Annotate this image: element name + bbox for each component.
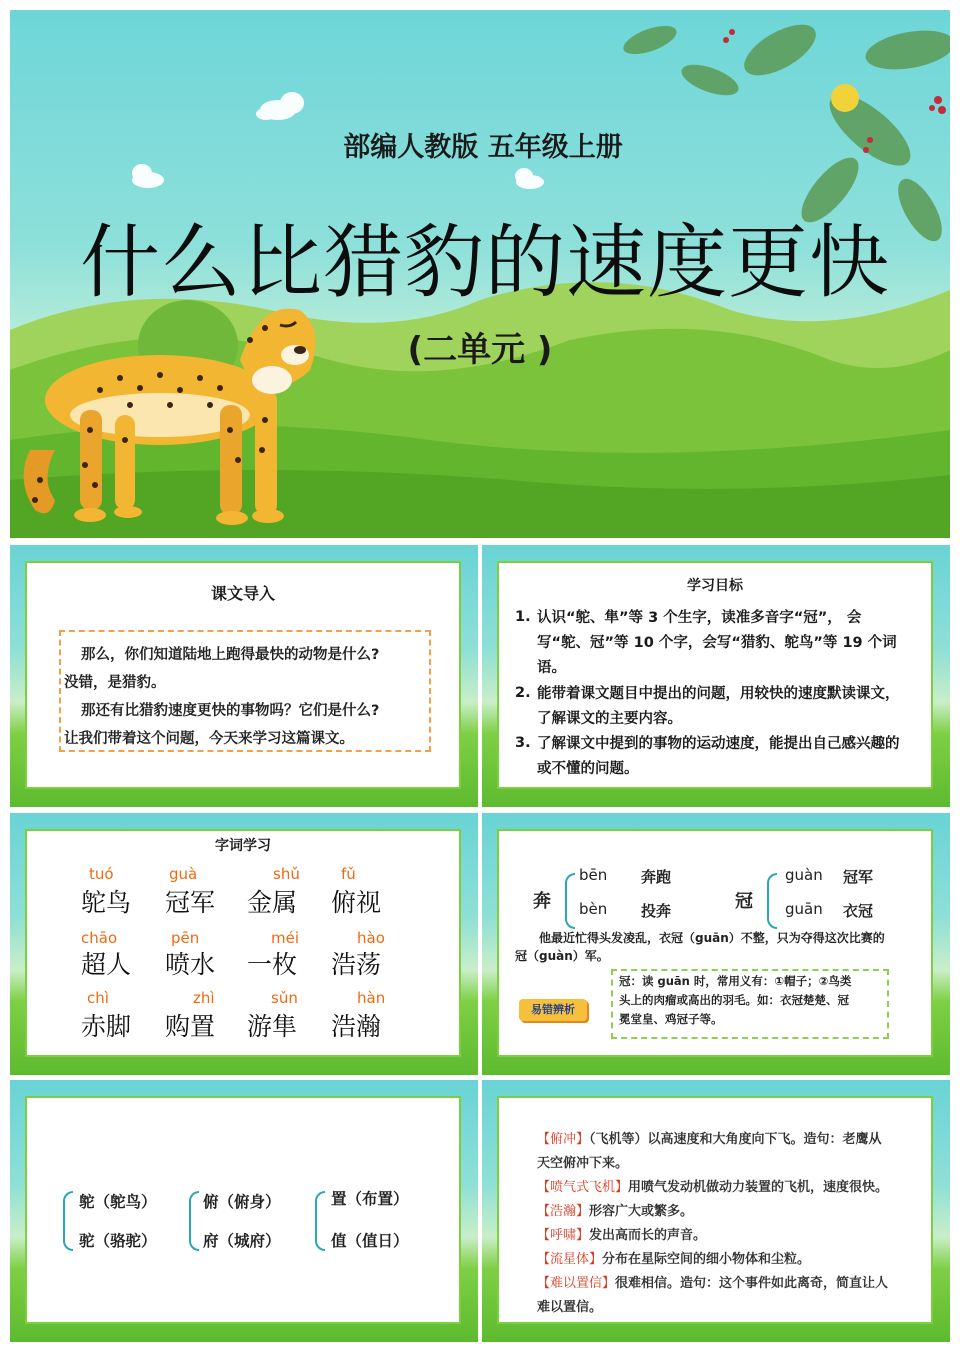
brace-icon — [63, 1191, 73, 1251]
glossary-line-2: 天空俯冲下来。 — [537, 1156, 629, 1171]
word: 鸵鸟 — [81, 888, 132, 917]
compare-word: 府（城府） — [203, 1232, 281, 1250]
example-sentence-2: 冠（guàn）军。 — [515, 949, 609, 963]
word: 购置 — [165, 1012, 216, 1041]
goal-number-1: 1. — [515, 609, 531, 625]
goal-text-1: 认识“鸵、隼”等 3 个生字，读准多音字“冠”， 会写“鸵、冠”等 10 个字，会写“猎豹、鸵鸟”等 19 个词语。 — [537, 610, 897, 676]
cover-subtitle: 部编人教版 五年级上册 — [343, 132, 623, 163]
intro-slide — [10, 545, 478, 807]
brace-icon — [565, 873, 575, 929]
goals-title: 学习目标 — [687, 578, 743, 594]
intro-line-1: 那么，你们知道陆地上跑得最快的动物是什么? — [81, 647, 380, 663]
words-slide — [10, 813, 478, 1075]
pinyin: fǔ — [341, 865, 356, 883]
mistake-badge-label: 易错辨析 — [531, 1003, 575, 1016]
glossary-slide — [482, 1080, 950, 1342]
glossary-line-7: 【难以置信】很难相信。造句：这个事件如此离奇，简直让人 — [537, 1276, 889, 1291]
pinyin: bèn — [579, 900, 608, 918]
words-panel — [25, 829, 461, 1057]
goal-number-3: 3. — [515, 735, 531, 751]
note-line-3: 冕堂皇、鸡冠子等。 — [619, 1012, 723, 1026]
compare-panel — [25, 1096, 461, 1324]
note-line-1: 冠：读 guān 时，常用义有：①帽子；②鸟类 — [619, 974, 852, 988]
pinyin: sǔn — [271, 989, 298, 1007]
glossary-panel — [497, 1096, 933, 1324]
mistake-badge — [519, 999, 587, 1021]
pinyin: zhì — [193, 989, 215, 1007]
goals-slide — [482, 545, 950, 807]
word: 一枚 — [247, 950, 298, 979]
polyphone-char-1: 奔 — [533, 891, 551, 912]
compare-slide — [10, 1080, 478, 1342]
word: 赤脚 — [81, 1012, 132, 1041]
polyphone-slide — [482, 813, 950, 1075]
note-line-2: 头上的肉瘤或高出的羽毛。如：衣冠楚楚、冠 — [619, 993, 849, 1007]
compare-word: 值（值日） — [331, 1232, 409, 1250]
word: 金属 — [247, 888, 298, 917]
pinyin: bēn — [579, 866, 608, 884]
pinyin: chì — [87, 989, 109, 1007]
word: 投奔 — [641, 902, 672, 920]
pinyin: guà — [169, 865, 198, 883]
glossary-line-3: 【喷气式飞机】用喷气发动机做动力装置的飞机，速度很快。 — [537, 1180, 889, 1195]
word: 浩荡 — [331, 950, 382, 979]
word: 浩瀚 — [331, 1012, 382, 1041]
compare-word: 俯（俯身） — [203, 1193, 281, 1211]
brace-icon — [189, 1191, 199, 1251]
glossary-line-4: 【浩瀚】形容广大或繁多。 — [537, 1204, 694, 1219]
pinyin: tuó — [89, 865, 114, 883]
pinyin: guān — [785, 900, 823, 918]
intro-title: 课文导入 — [210, 584, 275, 603]
polyphone-char-2: 冠 — [735, 891, 753, 912]
goal-number-2: 2. — [515, 685, 531, 701]
pinyin: hào — [357, 929, 385, 947]
intro-panel — [25, 561, 461, 789]
glossary-line-8: 难以置信。 — [537, 1300, 603, 1315]
pinyin: guàn — [785, 866, 823, 884]
word: 俯视 — [331, 888, 382, 917]
word: 喷水 — [165, 950, 216, 979]
intro-line-4: 让我们带着这个问题，今天来学习这篇课文。 — [64, 731, 354, 747]
intro-line-3: 那还有比猎豹速度更快的事物吗？它们是什么? — [81, 703, 380, 719]
cover-title: 什么比猎豹的速度更快 — [80, 216, 890, 309]
compare-word: 鸵（鸵鸟） — [79, 1193, 157, 1211]
example-sentence-1: 他最近忙得头发凌乱，衣冠（guān）不整，只为夺得这次比赛的 — [539, 931, 885, 945]
brace-icon — [315, 1191, 325, 1251]
pinyin: hàn — [357, 989, 386, 1007]
word: 游隼 — [247, 1012, 298, 1041]
pinyin: shǔ — [273, 865, 300, 883]
cover-slide — [10, 10, 950, 538]
glossary-line-1: 【俯冲】（飞机等）以高速度和大角度向下飞。造句：老鹰从 — [537, 1132, 882, 1147]
glossary-line-5: 【呼啸】发出高而长的声音。 — [537, 1228, 707, 1243]
cover-unit: (二单元 ) — [407, 330, 553, 370]
word: 奔跑 — [641, 868, 672, 886]
pinyin: pēn — [171, 929, 200, 947]
goal-text-3: 了解课文中提到的事物的运动速度，能提出自己感兴趣的或不懂的问题。 — [537, 736, 900, 777]
word: 超人 — [81, 950, 132, 979]
goals-panel — [497, 561, 933, 789]
pinyin: chāo — [81, 929, 118, 947]
polyphone-panel — [497, 829, 933, 1057]
words-title: 字词学习 — [215, 838, 271, 854]
word: 冠军 — [843, 868, 874, 886]
goal-text-2: 能带着课文题目中提出的问题，用较快的速度默读课文，了解课文的主要内容。 — [537, 686, 900, 727]
compare-word: 驼（骆驼） — [79, 1232, 157, 1250]
glossary-line-6: 【流星体】分布在星际空间的细小物体和尘粒。 — [537, 1252, 811, 1267]
compare-word: 置（布置） — [331, 1190, 409, 1208]
intro-line-2: 没错，是猎豹。 — [64, 675, 166, 691]
pinyin: méi — [271, 929, 300, 947]
brace-icon — [767, 873, 777, 929]
word: 衣冠 — [843, 902, 874, 920]
word: 冠军 — [165, 888, 216, 917]
